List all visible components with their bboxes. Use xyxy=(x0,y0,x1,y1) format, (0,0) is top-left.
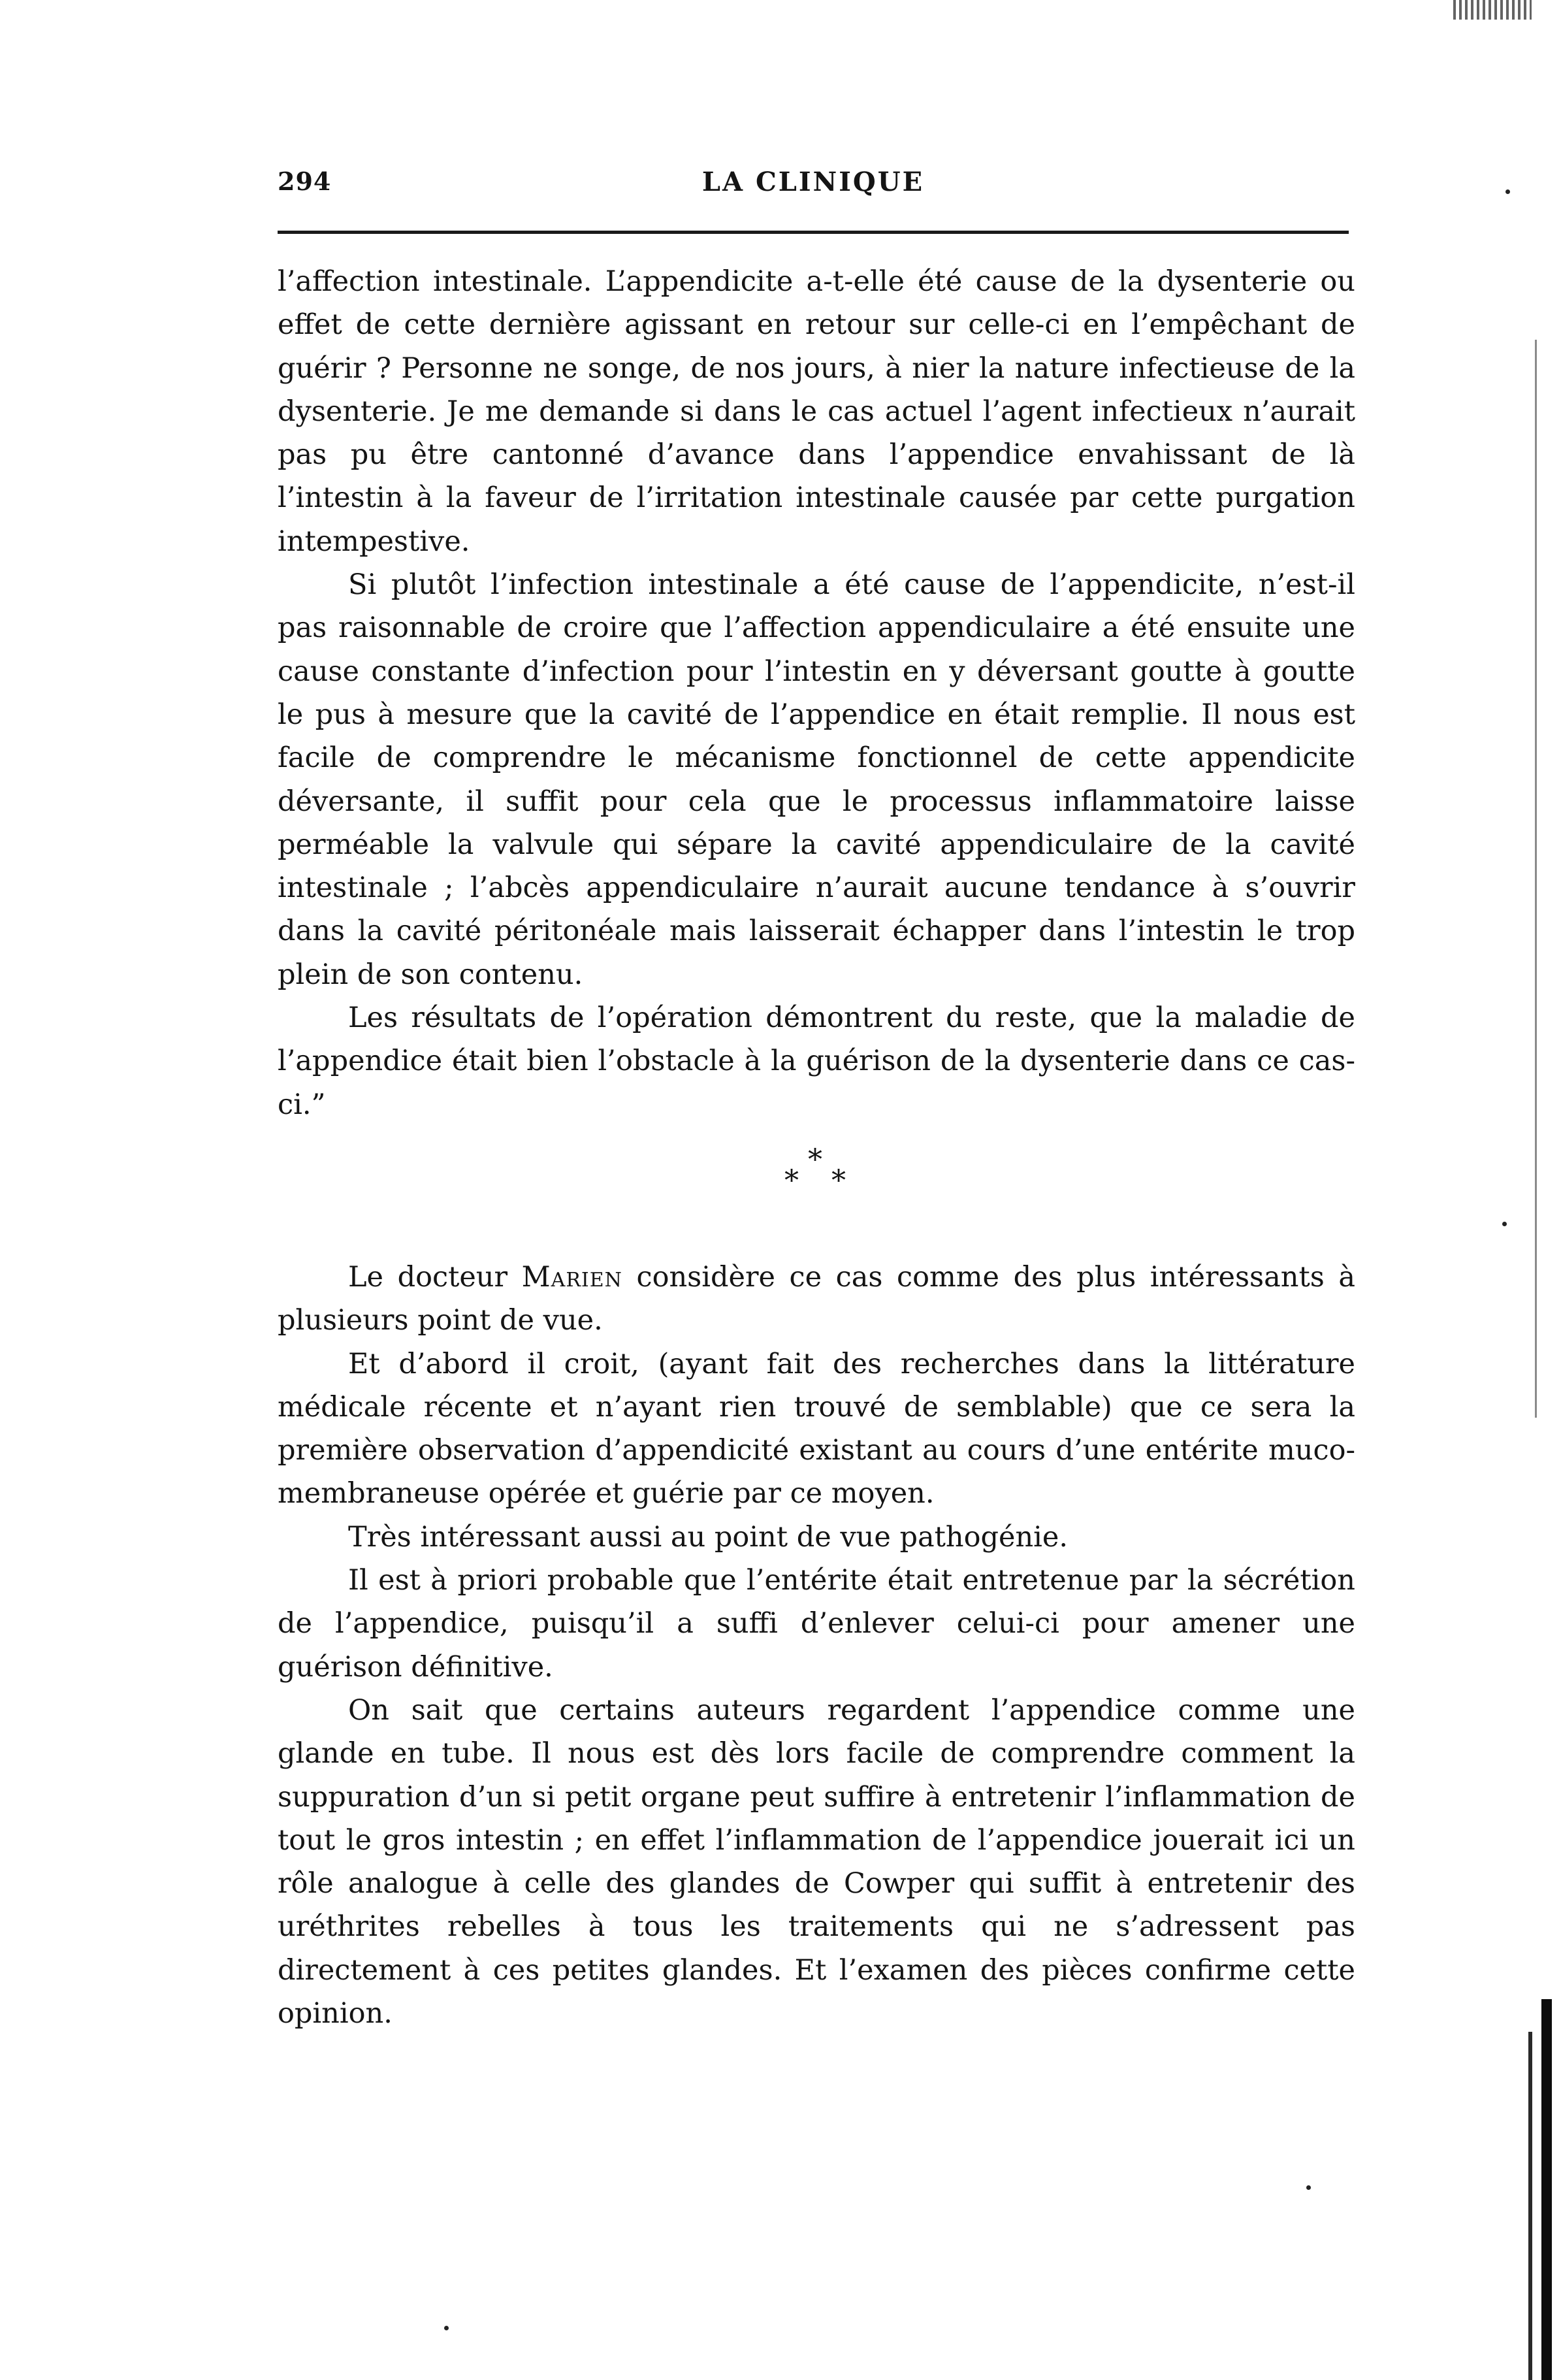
scan-artifact xyxy=(1453,0,1532,20)
paragraph: l’affection intestinale. L’appendicite a-t-elle été cause de la dysenterie ou effet de cette dernière agissant en retour sur celle-ci en l’empêchant de guérir ? Personne ne songe, de nos jours, à nier la nature infectieuse de la dysenterie. Je me demande si dans le cas actuel l’agent infectieux n’aurait pas pu être cantonné d’avance dans l’appendice envahissant de là l’intestin à la faveur de l’irritation intestinale causée par cette purgation intempestive. xyxy=(278,265,1355,558)
asterism-star: * xyxy=(808,1143,822,1177)
scan-edge-shadow xyxy=(1541,1999,1552,2380)
asterism-star: * xyxy=(831,1164,846,1198)
scan-speck xyxy=(1306,2185,1311,2190)
scan-edge-shadow xyxy=(1535,340,1537,1418)
running-title: LA CLINIQUE xyxy=(701,167,925,197)
scan-edge-shadow xyxy=(1528,2032,1532,2380)
scan-speck xyxy=(444,2326,449,2330)
scan-speck xyxy=(1502,1222,1507,1226)
paragraph: Il est à priori probable que l’entérite était entretenue par la sécrétion de l’appendice, puisqu’il a suffi d’enlever celui-ci pour amener une guérison définitive. xyxy=(278,1564,1355,1684)
asterism-star: * xyxy=(784,1164,799,1198)
paragraph: Les résultats de l’opération démontrent du reste, que la maladie de l’appendice était bien l’obstacle à la guérison de la dysenterie dans ce cas-ci.” xyxy=(278,1002,1355,1121)
paragraph: Et d’abord il croit, (ayant fait des recherches dans la littérature médicale récente et n’ayant rien trouvé de semblable) que ce sera la première observation d’appendicité existant au cours d’une entérite muco-membraneuse opérée et guérie par ce moyen. xyxy=(278,1347,1355,1510)
body-text xyxy=(278,260,1355,2035)
paragraph: On sait que certains auteurs regardent l’appendice comme une glande en tube. Il nous est dès lors facile de comprendre comment la suppuration d’un si petit organe peut suffire à entretenir l’inflammation de tout le gros intestin ; en effet l’inflammation de l’appendice jouerait ici un rôle analogue à celle des glandes de Cowper qui suffit à entretenir des uréthrites rebelles à tous les traitements qui ne s’adressent pas directement à ces petites glandes. Et l’examen des pièces confirme cette opinion. xyxy=(278,1693,1355,2030)
header-rule xyxy=(278,231,1349,234)
paragraph xyxy=(278,1256,1355,1343)
section-asterism xyxy=(278,1126,1355,1256)
page-header xyxy=(278,167,1349,212)
page-number: 294 xyxy=(278,167,332,196)
paragraph: Très intéressant aussi au point de vue pathogénie. xyxy=(348,1520,1069,1554)
paragraph-text: Le docteur xyxy=(348,1260,522,1294)
paragraph: Si plutôt l’infection intestinale a été cause de l’appendicite, n’est-il pas raisonnable de croire que l’affection appendiculaire a été ensuite une cause constante d’infection pour l’intestin en y déversant goutte à goutte le pus à mesure que la cavité de l’appendice en était remplie. Il nous est facile de comprendre le mécanisme fonctionnel de cette appendicite déversante, il suffit pour cela que le processus inflammatoire laisse perméable la valvule qui sépare la cavité appendiculaire de la cavité intestinale ; l’abcès appendiculaire n’aurait aucune tendance à s’ouvrir dans la cavité péritonéale mais laisserait échapper dans l’intestin le trop plein de son contenu. xyxy=(278,568,1355,991)
paragraph-text: considère ce cas comme des plus intéressants à plusieurs point de vue. xyxy=(278,1260,1356,1337)
author-name: Marien xyxy=(521,1260,622,1294)
scan-speck xyxy=(1505,189,1510,194)
